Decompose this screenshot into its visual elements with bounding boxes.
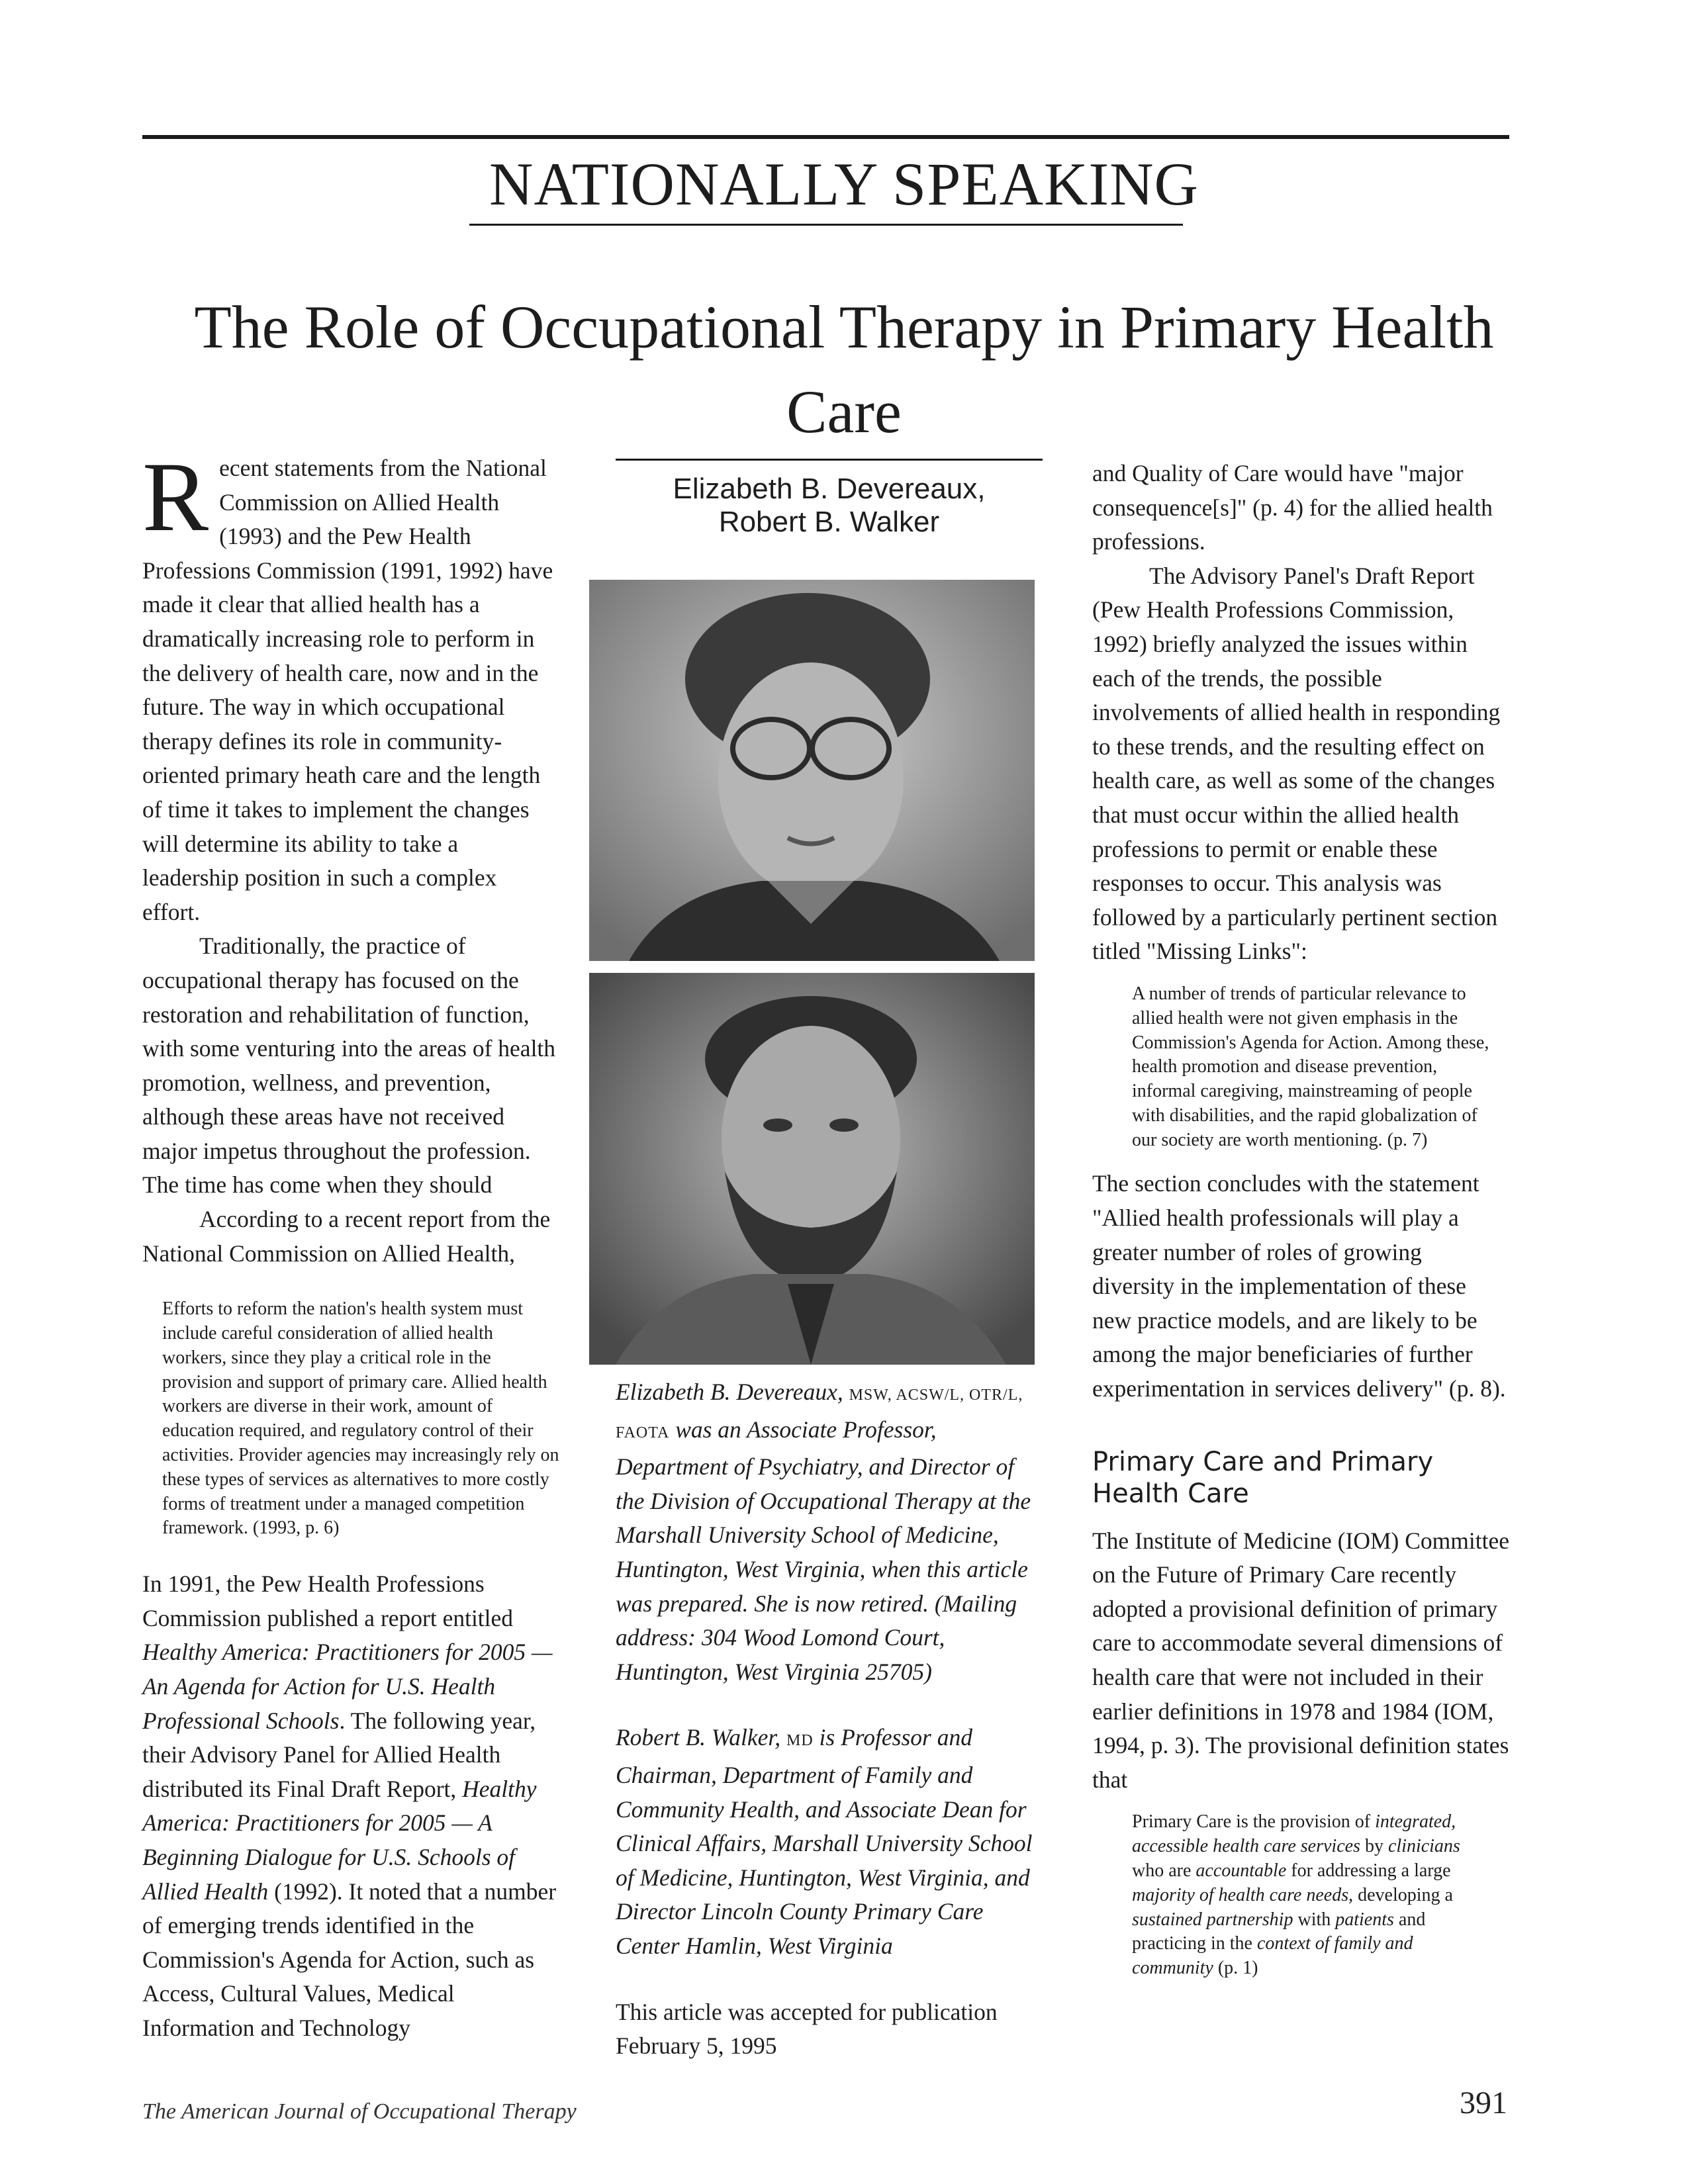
def-italic-5: sustained partnership (1132, 1909, 1293, 1930)
footer-journal-name: The American Journal of Occupational Therapy (142, 2099, 577, 2124)
page-number: 391 (1460, 2085, 1507, 2120)
pew-text-c: (1992). It noted that a number of emerging trends identified in the Commission's Agenda for Action, such as Access, Cultural Values, Medical Information and Technology (142, 1878, 557, 2041)
paragraph-iom: The Institute of Medicine (IOM) Committee on the Future of Primary Care recently adopted a provisional definition of primary care to accommodate several dimensions of health care that were not included in their earlier definitions in 1978 and 1984 (IOM, 1994, p. 3). The provisional definition states that (1092, 1527, 1509, 1793)
pew-text-b: . The following year, their Advisory Panel for Allied Health distributed its Final Draft Report, (142, 1707, 536, 1802)
paragraph-advisory-panel: The Advisory Panel's Draft Report (Pew Health Professions Commission, 1992) briefly analyzed the issues within each of the trends, the possible involvements of allied health in responding to these trends, and the resulting effect on health care, as well as some of the changes that must occur within the allied health professions to permit or enable these responses to occur. This analysis was followed by a particularly pertinent section titled "Missing Links": (1092, 562, 1501, 965)
paragraph-quality: and Quality of Care would have "major consequence[s]" (p. 4) for the allied health professions. (1092, 460, 1493, 555)
def-italic-7: context of family and community (1132, 1933, 1413, 1979)
def-text-f: with (1293, 1909, 1336, 1930)
subheading-primary-care: Primary Care and Primary Health Care (1092, 1446, 1434, 1509)
paragraph-section-concludes: The section concludes with the statement "Allied health professionals will play a greater number of roles of growing diversity in the implementation of these new practice models, and are likely to be among the major beneficiaries of further experimentation in services delivery" (p. 8). (1092, 1170, 1506, 1402)
column-right (1092, 457, 1509, 1995)
blockquote-commission: Efforts to reform the nation's health system must include careful consideration of allied health workers, since they play a critical role in the provision and support of primary care. Allied health workers are diverse in their work, amount of education required, and regulatory control of their activities. Provider agencies may increasingly rely on these types of services as alternatives to more costly forms of treatment under a managed competition framework. (1993, p. 6) (162, 1298, 559, 1539)
top-rule (142, 135, 1509, 139)
def-text-a: Primary Care is the provision of (1132, 1811, 1376, 1833)
article-title: The Role of Occupational Therapy in Primary Health Care (194, 293, 1494, 445)
author-photo-devereaux (589, 580, 1035, 961)
def-text-e: , developing a (1348, 1884, 1453, 1905)
author-line-2: Robert B. Walker (718, 506, 940, 538)
def-text-b: by (1360, 1836, 1388, 1857)
bio-devereaux: Elizabeth B. Devereaux, MSW, ACSW/L, OTR/L, FAOTA was an Associate Professor, Department of Psychiatry, and Director of the Division of Occupational Therapy at the Marshall University School of Medicine, Huntington, West Virginia, when this article was prepared. She is now retired. (Mailing address: 304 Wood Lomond Court, Huntington, West Virginia 25705) (616, 1379, 1031, 1685)
author-line-1: Elizabeth B. Devereaux, (673, 473, 986, 505)
blockquote-definition (1132, 1810, 1496, 1981)
bio-devereaux-credentials: MSW, ACSW/L, OTR/L, FAOTA (616, 1387, 1023, 1441)
blockquote-missing-links: A number of trends of particular relevance to allied health were not given emphasis in the Commission's Agenda for Action. Among these, health promotion and disease prevention, informal caregiving, mainstreaming of people with disabilities, and the rapid globalization of our society are worth mentioning. (p. 7) (1132, 983, 1489, 1150)
section-underline (469, 224, 1183, 226)
bio-walker-text: is Professor and Chairman, Department of Family and Community Health, and Associate Dean for Clinical Affairs, Marshall University School of Medicine, Huntington, West Virginia, and Director Lincoln County Primary Care Center Hamlin, West Virginia (616, 1724, 1033, 1959)
paragraph-traditionally: Traditionally, the practice of occupational therapy has focused on the restoration and rehabilitation of function, with some venturing into the areas of health promotion, wellness, and prevention, although these areas have not received major impetus throughout the profession. The time has come when they should (142, 933, 556, 1199)
section-title: NATIONALLY SPEAKING (489, 150, 1199, 218)
bio-walker-name: Robert B. Walker (616, 1724, 775, 1751)
bio-devereaux-text: was an Associate Professor, Department of Psychiatry, and Director of the Division of Occupational Therapy at the Marshall University School of Medicine, Huntington, West Virginia, when this article was prepared. She is now retired. (Mailing address: 304 Wood Lomond Court, Huntington, West Virginia 25705) (616, 1416, 1031, 1685)
paragraph-intro (142, 442, 559, 929)
author-photo-walker (589, 973, 1035, 1365)
def-italic-2: clinicians (1387, 1836, 1460, 1857)
column-left (142, 442, 559, 2046)
paragraph-according: According to a recent report from the National Commission on Allied Health, (142, 1206, 551, 1267)
author-rule (616, 459, 1043, 461)
def-text-g: and practicing in the (1132, 1909, 1426, 1954)
def-italic-4: majority of health care needs (1132, 1884, 1349, 1905)
intro-text: ecent statements from the National Commission on Allied Health (1993) and the Pew Health Professions Commission (1991, 1992) have made it clear that allied health has a dramatically increasing role to perform in the delivery of health care, now and in the future. The way in which occupational therapy defines its role in community-oriented primary heath care and the length of time it takes to implement the changes will determine its ability to take a leadership position in such a complex effort. (142, 455, 553, 925)
pew-report-title-2: Healthy America: Practitioners for 2005 — A Beginning Dialogue for U.S. Schools of Allied Health (142, 1775, 537, 1905)
def-italic-1: integrated, accessible health care services (1132, 1811, 1456, 1857)
acceptance-note: This article was accepted for publication February 5, 1995 (616, 1998, 998, 2060)
author-bios (616, 1375, 1046, 2095)
def-text-d: for addressing a large (1286, 1860, 1451, 1881)
def-italic-3: accountable (1196, 1860, 1287, 1881)
pew-text-a: In 1991, the Pew Health Professions Commission published a report entitled (142, 1570, 514, 1631)
author-names (596, 473, 1062, 539)
drop-cap: R (142, 442, 209, 552)
paragraph-pew-1991 (142, 1567, 559, 2045)
def-italic-6: patients (1335, 1909, 1394, 1930)
bio-walker-credentials: MD (786, 1732, 814, 1750)
pew-report-title-1: Healthy America: Practitioners for 2005 — An Agenda for Action for U.S. Health Professional Schools (142, 1639, 553, 1734)
def-text-h: (p. 1) (1213, 1958, 1258, 1979)
bio-walker: Robert B. Walker, MD is Professor and Chairman, Department of Family and Community Health, and Associate Dean for Clinical Affairs, Marshall University School of Medicine, Huntington, West Virginia, and Director Lincoln County Primary Care Center Hamlin, West Virginia (616, 1724, 1033, 1959)
bio-devereaux-name: Elizabeth B. Devereaux (616, 1379, 837, 1405)
def-text-c: who are (1132, 1860, 1196, 1881)
